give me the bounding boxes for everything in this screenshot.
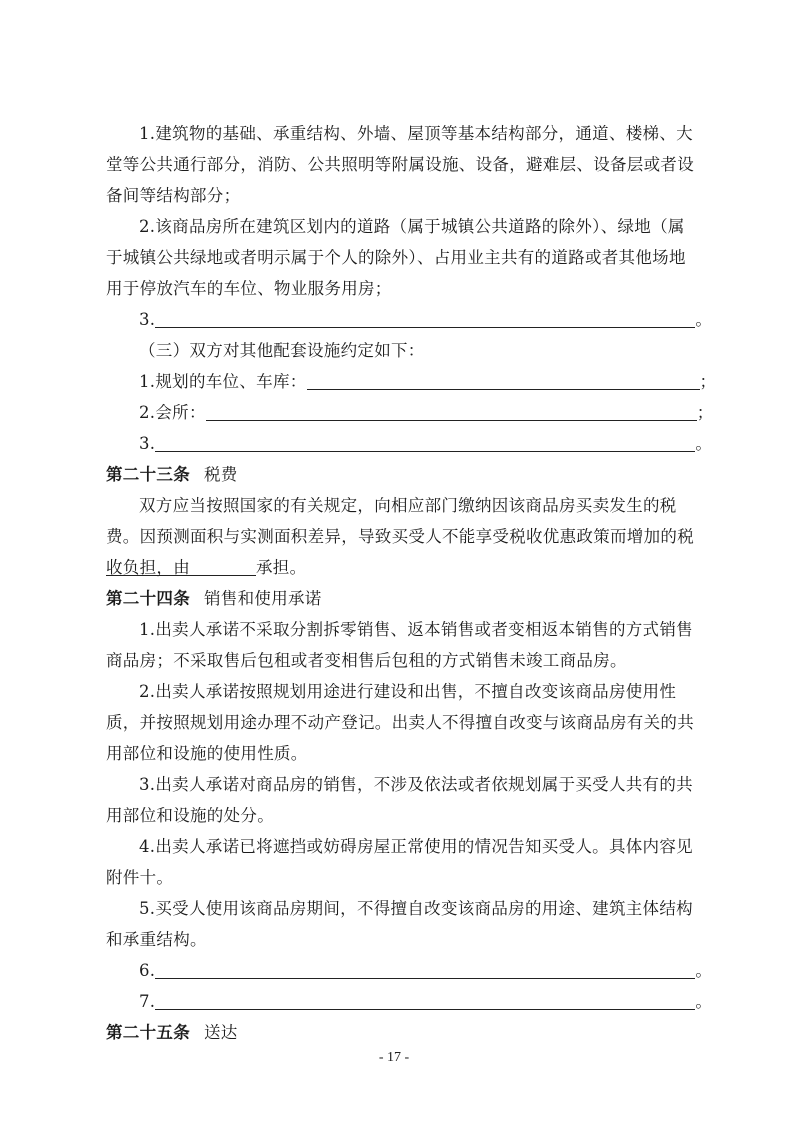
article-24-item-1: 1.出卖人承诺不采取分割拆零销售、返本销售或者变相返本销售的方式销售商品房；不采取售后包租或者变相售后包租的方式销售未竣工商品房。 bbox=[106, 620, 693, 670]
section-3-item-3-label: 3. bbox=[139, 434, 156, 453]
article-24-item-5: 5.买受人使用该商品房期间，不得擅自改变该商品房的用途、建筑主体结构和承重结构。 bbox=[106, 899, 693, 949]
article-24-item-6-label: 6. bbox=[139, 961, 156, 980]
page-number: - 17 - bbox=[378, 1050, 410, 1065]
section-3-item-3-end: 。 bbox=[695, 434, 713, 453]
article-24-item-2: 2.出卖人承诺按照规划用途进行建设和出售，不擅自改变该商品房使用性质，并按照规划用途办理不动产登记。出卖人不得擅自改变与该商品房有关的共用部位和设施的使用性质。 bbox=[106, 682, 694, 763]
item-3-label: 3. bbox=[139, 310, 156, 329]
article-23-title: 税费 bbox=[204, 465, 238, 484]
article-25-heading bbox=[106, 1017, 700, 1048]
article-24-title: 销售和使用承诺 bbox=[204, 589, 322, 608]
article-24-heading bbox=[106, 583, 700, 614]
article-24-item-6-blank[interactable] bbox=[155, 960, 695, 979]
item-3-blank[interactable] bbox=[155, 309, 695, 328]
article-23-number: 第二十三条 bbox=[106, 465, 190, 484]
section-3-item-2 bbox=[106, 397, 714, 428]
section-3-item-1 bbox=[106, 366, 717, 397]
article-23-tail-line bbox=[106, 552, 700, 583]
article-24-item-7-end: 。 bbox=[695, 992, 713, 1011]
article-23-heading bbox=[106, 459, 700, 490]
article-25-title: 送达 bbox=[204, 1023, 238, 1042]
section-3-item-1-label: 1.规划的车位、车库： bbox=[139, 372, 307, 391]
article-24-item-7-blank[interactable] bbox=[155, 991, 695, 1010]
article-24-number: 第二十四条 bbox=[106, 589, 190, 608]
item-3-end: 。 bbox=[695, 310, 713, 329]
article-24-item-3: 3.出卖人承诺对商品房的销售，不涉及依法或者依规划属于买受人共有的共用部位和设施的处分。 bbox=[106, 775, 693, 825]
section-3-item-3-blank[interactable] bbox=[155, 433, 695, 452]
paragraph-item-1: 1.建筑物的基础、承重结构、外墙、屋顶等基本结构部分，通道、楼梯、大堂等公共通行部分，消防、公共照明等附属设施、设备，避难层、设备层或者设备间等结构部分； bbox=[106, 124, 694, 205]
article-23-body: 双方应当按照国家的有关规定，向相应部门缴纳因该商品房买卖发生的税费。因预测面积与实测面积差异，导致买受人不能享受税收优惠政策而增加的税收负担，由 bbox=[106, 496, 694, 577]
section-3-item-1-end: ； bbox=[699, 372, 717, 391]
section-3-item-3 bbox=[106, 428, 713, 459]
article-23-tail: 承担。 bbox=[256, 558, 307, 577]
section-3-item-2-blank[interactable] bbox=[206, 402, 697, 421]
section-3-title: （三）双方对其他配套设施约定如下： bbox=[139, 341, 425, 360]
article-23-blank[interactable] bbox=[106, 557, 256, 576]
article-24-item-4: 4.出卖人承诺已将遮挡或妨碍房屋正常使用的情况告知买受人。具体内容见附件十。 bbox=[106, 837, 693, 887]
article-24-item-7-label: 7. bbox=[139, 992, 156, 1011]
section-3-item-2-label: 2.会所： bbox=[139, 403, 206, 422]
article-25-number: 第二十五条 bbox=[106, 1023, 190, 1042]
section-3-item-1-blank[interactable] bbox=[307, 371, 700, 390]
article-24-item-6-end: 。 bbox=[695, 961, 713, 980]
article-24-item-6 bbox=[106, 955, 713, 986]
item-3-fill-line bbox=[106, 304, 713, 335]
article-24-item-7 bbox=[106, 986, 713, 1017]
paragraph-item-2: 2.该商品房所在建筑区划内的道路（属于城镇公共道路的除外）、绿地（属于城镇公共绿地或者明示属于个人的除外）、占用业主共有的道路或者其他场地用于停放汽车的车位、物业服务用房； bbox=[106, 217, 686, 298]
section-3-item-2-end: ； bbox=[696, 403, 714, 422]
